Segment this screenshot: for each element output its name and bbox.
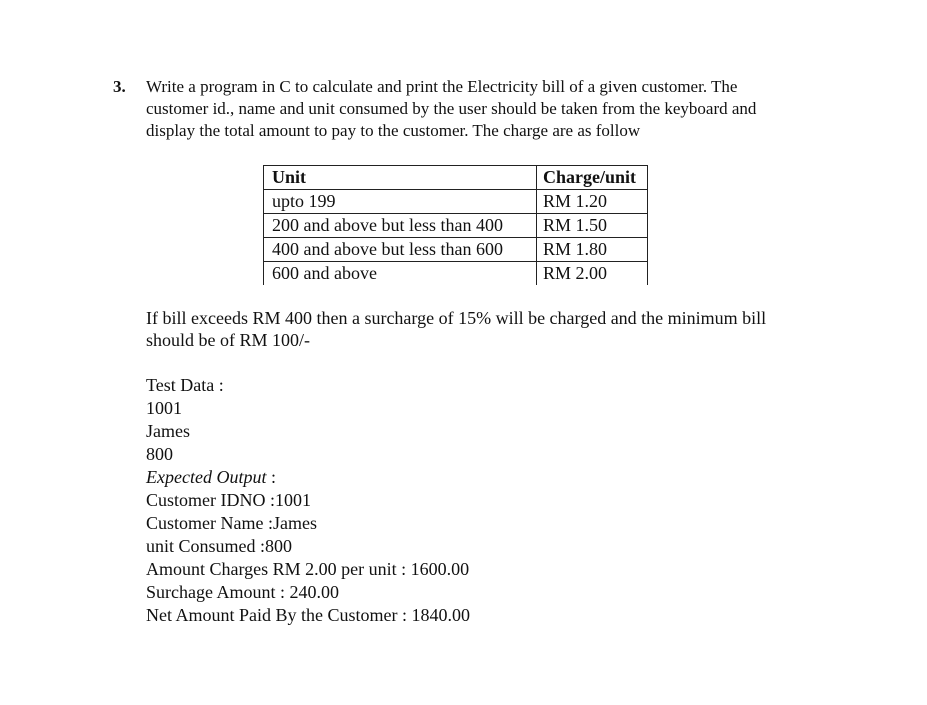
output-line: Amount Charges RM 2.00 per unit : 1600.00 <box>146 559 470 579</box>
output-line: Customer Name :James <box>146 513 317 533</box>
test-data-value: James <box>146 421 190 441</box>
output-line: unit Consumed :800 <box>146 536 293 556</box>
expected-output-heading <box>146 466 470 489</box>
output-line: Net Amount Paid By the Customer : 1840.00 <box>146 605 470 625</box>
table-row <box>264 262 648 286</box>
test-data-label: Test Data : <box>146 375 224 395</box>
header-charge-per-unit: Charge/unit <box>537 166 648 190</box>
question-line: display the total amount to pay to the customer. The charge are as follow <box>146 121 641 140</box>
surcharge-note <box>146 307 766 351</box>
question-text <box>146 76 836 142</box>
output-line: Customer IDNO :1001 <box>146 490 311 510</box>
unit-cell: upto 199 <box>264 190 537 214</box>
expected-output-colon: : <box>266 467 276 487</box>
charge-cell: RM 1.20 <box>537 190 648 214</box>
unit-cell: 600 and above <box>264 262 537 286</box>
output-line: Surchage Amount : 240.00 <box>146 582 339 602</box>
test-data-value: 1001 <box>146 398 182 418</box>
surcharge-line: should be of RM 100/- <box>146 330 310 350</box>
question-line: Write a program in C to calculate and print the Electricity bill of a given customer. The <box>146 77 738 96</box>
charge-cell: RM 1.80 <box>537 238 648 262</box>
expected-output-label: Expected Output <box>146 467 267 487</box>
surcharge-line: If bill exceeds RM 400 then a surcharge of 15% will be charged and the minimum bill <box>146 308 767 328</box>
test-data-value: 800 <box>146 444 173 464</box>
table-row <box>264 214 648 238</box>
charge-cell: RM 1.50 <box>537 214 648 238</box>
table-row <box>264 190 648 214</box>
test-section <box>146 374 470 627</box>
charge-cell: RM 2.00 <box>537 262 648 286</box>
header-unit: Unit <box>264 166 537 190</box>
question-number: 3. <box>113 77 126 96</box>
table-header-row <box>264 166 648 190</box>
charge-table <box>263 165 648 285</box>
table-row <box>264 238 648 262</box>
unit-cell: 400 and above but less than 600 <box>264 238 537 262</box>
question-line: customer id., name and unit consumed by the user should be taken from the keyboard and <box>146 99 757 118</box>
unit-cell: 200 and above but less than 400 <box>264 214 537 238</box>
